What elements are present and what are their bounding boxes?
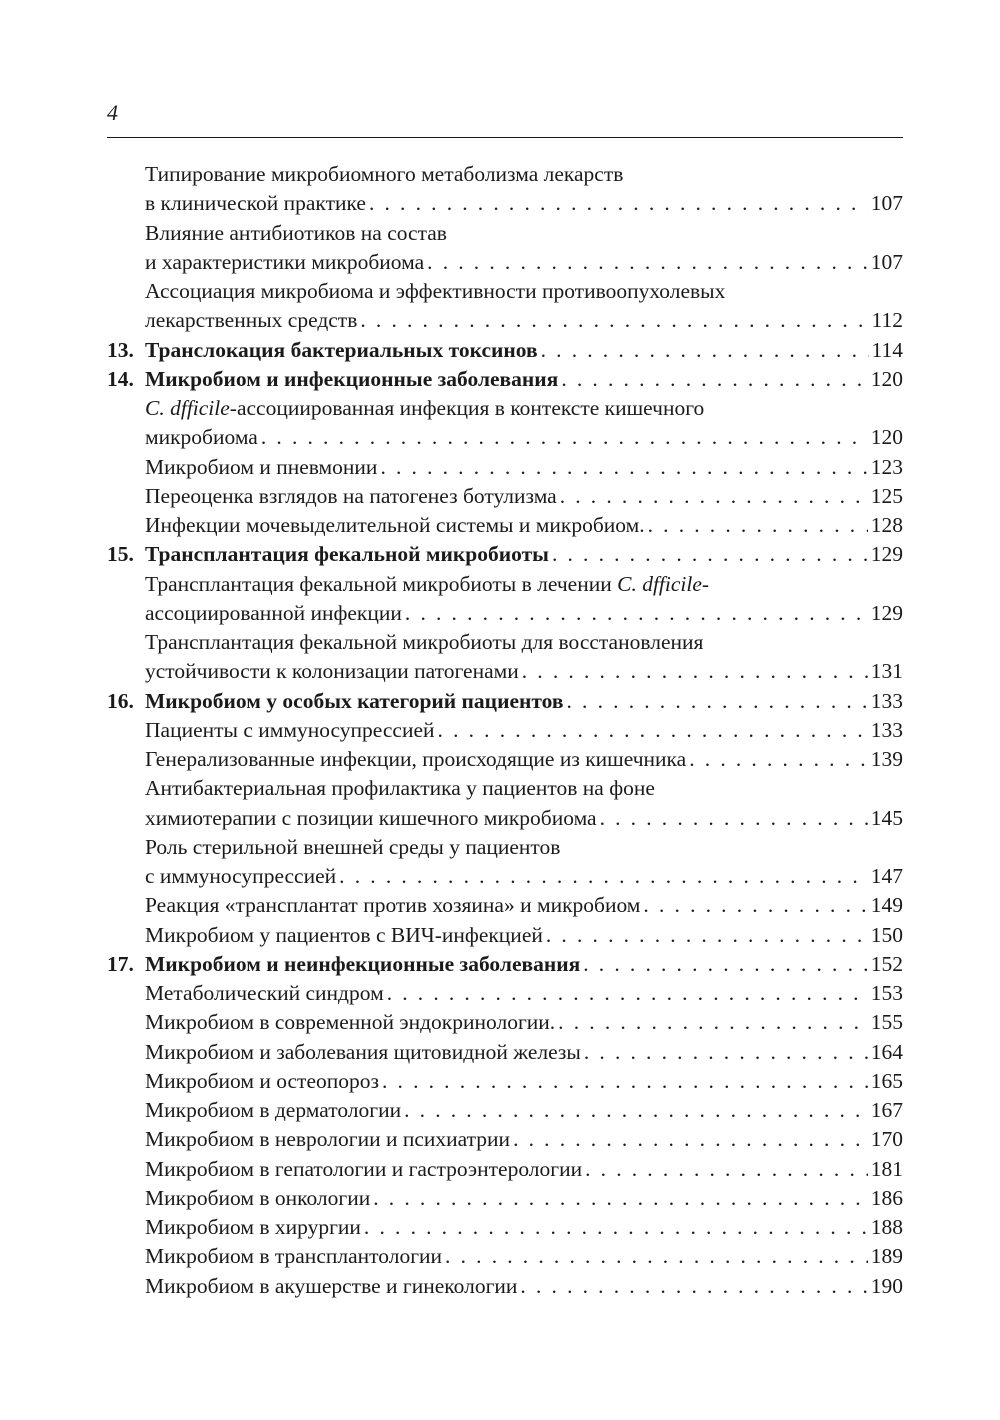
toc-entry-title: микробиома (145, 425, 258, 450)
dot-leader (438, 716, 868, 745)
toc-entry-title: Метаболический синдром (145, 981, 384, 1005)
toc-entry[interactable] (107, 1184, 903, 1213)
toc-entry[interactable] (107, 219, 903, 248)
dot-leader (541, 336, 869, 365)
toc-entry[interactable] (107, 1242, 903, 1271)
dot-leader (382, 1067, 868, 1096)
toc-entry-title: Микробиом в трансплантологии (145, 1244, 443, 1269)
header-rule (107, 137, 903, 138)
dot-leader (380, 453, 867, 482)
toc-entry-title: Микробиом в гепатологии и гастроэнтерологии (145, 1156, 583, 1181)
toc-entry-title (145, 570, 709, 599)
toc-entry[interactable] (107, 891, 903, 920)
toc-entry-title: Инфекции мочевыделительной системы и микробиом. (145, 513, 645, 537)
toc-entry[interactable] (107, 570, 903, 599)
toc-page-number: 129 (870, 600, 903, 625)
toc-entry-title: Микробиом в онкологии (145, 1185, 371, 1210)
toc-chapter-13[interactable] (107, 336, 903, 365)
toc-page-number: 107 (870, 191, 903, 216)
species-name: C. dfficile (145, 396, 230, 420)
toc-page-number: 125 (870, 483, 903, 508)
toc-entry-title: Роль стерильной внешней среды у пациентов (145, 834, 561, 859)
chapter-title: Микробиом и инфекционные заболевания (145, 366, 559, 391)
toc-entry-title: Микробиом в хирургии (145, 1215, 361, 1239)
dot-leader (261, 423, 868, 452)
hyphen: - (701, 571, 710, 596)
toc-page-number: 181 (870, 1156, 903, 1181)
toc-entry-title: Микробиом и пневмонии (145, 454, 378, 479)
toc-page-number: 189 (870, 1244, 903, 1269)
toc-entry[interactable] (107, 745, 903, 774)
toc-entry[interactable] (107, 511, 903, 540)
toc-entry[interactable] (107, 628, 903, 657)
toc-entry[interactable] (107, 394, 903, 423)
toc-page-number: 147 (870, 864, 903, 888)
dot-leader (445, 1242, 868, 1271)
page-number: 4 (107, 100, 118, 125)
toc-page-number: 139 (870, 747, 903, 771)
chapter-title: Микробиом у особых категорий пациентов (145, 688, 564, 713)
toc-chapter-16[interactable] (107, 687, 903, 716)
toc-entry[interactable] (107, 599, 903, 628)
toc-entry[interactable] (107, 1008, 903, 1037)
toc-entry[interactable] (107, 453, 903, 482)
chapter-number: 14. (107, 366, 134, 391)
toc-page-number: 128 (870, 513, 903, 537)
toc-page-number: 164 (870, 1039, 903, 1064)
toc-entry-title: Микробиом в акушерстве и гинекологии (145, 1273, 518, 1298)
dot-leader (364, 1213, 868, 1242)
toc-entry[interactable] (107, 979, 903, 1008)
toc-entry-title: с иммуносупрессией (145, 864, 337, 888)
toc-page-number: 133 (870, 688, 903, 713)
toc-entry-title: Трансплантация фекальной микробиоты для восстановления (145, 630, 704, 654)
toc-page-number: 186 (870, 1185, 903, 1210)
toc-entry-title: Микробиом и остеопороз (145, 1068, 379, 1093)
chapter-title: Микробиом и неинфекционные заболевания (145, 951, 581, 976)
toc-entry[interactable] (107, 482, 903, 511)
species-name: C. dfficile (617, 571, 702, 596)
toc-page-number: 188 (870, 1215, 903, 1239)
chapter-number: 16. (107, 688, 134, 713)
toc-entry[interactable] (107, 716, 903, 745)
toc-page-number: 167 (870, 1098, 903, 1122)
dot-leader (373, 1184, 868, 1213)
toc-entry[interactable] (107, 1213, 903, 1242)
toc-page-number: 165 (870, 1068, 903, 1093)
dot-leader (522, 657, 868, 686)
chapter-number: 13. (107, 337, 134, 362)
toc-entry[interactable] (107, 423, 903, 452)
dot-leader (360, 306, 868, 335)
toc-entry-title-rest: -ассоциированная инфекция в контексте кишечного (229, 396, 705, 420)
toc-entry-title: ассоциированной инфекции (145, 600, 402, 625)
toc-entry-title-start: Трансплантация фекальной микробиоты в лечении (145, 571, 618, 596)
toc-entry-title: Микробиом и заболевания щитовидной железы (145, 1039, 581, 1064)
dot-leader (552, 540, 868, 569)
toc-page-number: 170 (870, 1127, 903, 1152)
toc-entry-title: Микробиом у пациентов с ВИЧ-инфекцией (145, 922, 543, 947)
toc-entry[interactable] (107, 1125, 903, 1154)
toc-entry-title: в клинической практике (145, 191, 366, 216)
dot-leader (546, 921, 868, 950)
toc-page-number: 123 (870, 454, 903, 479)
table-of-contents (107, 160, 903, 1301)
toc-entry-title: устойчивости к колонизации патогенами (145, 659, 519, 684)
toc-entry[interactable] (107, 306, 903, 335)
toc-page-number: 152 (870, 951, 903, 976)
toc-page-number: 149 (870, 893, 903, 918)
chapter-number: 17. (107, 951, 134, 976)
toc-entry[interactable] (107, 804, 903, 833)
toc-entry-title: лекарственных средств (145, 308, 358, 333)
toc-page-number: 107 (870, 249, 903, 274)
chapter-title: Транслокация бактериальных токсинов (145, 337, 538, 362)
toc-entry-title: Типирование микробиомного метаболизма лекарств (145, 162, 624, 186)
toc-chapter-15[interactable] (107, 540, 903, 569)
toc-entry-title: Ассоциация микробиома и эффективности противоопухолевых (145, 279, 726, 303)
toc-entry-title: Микробиом в современной эндокринологии. (145, 1010, 556, 1035)
toc-entry[interactable] (107, 862, 903, 891)
dot-leader (405, 599, 868, 628)
toc-page-number: 145 (870, 805, 903, 830)
toc-page-number: 150 (870, 922, 903, 947)
toc-entry-title: Антибактериальная профилактика у пациентов на фоне (145, 776, 655, 801)
toc-page-number: 155 (870, 1010, 903, 1035)
toc-entry[interactable] (107, 1272, 903, 1301)
toc-page-number: 112 (871, 308, 903, 333)
toc-entry[interactable] (107, 160, 903, 189)
dot-leader (643, 891, 867, 920)
toc-entry-title: Микробиом в неврологии и психиатрии (145, 1127, 511, 1152)
dot-leader (404, 1096, 868, 1125)
toc-entry[interactable] (107, 1038, 903, 1067)
toc-entry-title (145, 394, 704, 423)
dot-leader (387, 979, 868, 1008)
dot-leader (583, 950, 868, 979)
chapter-title: Трансплантация фекальной микробиоты (145, 542, 549, 567)
toc-entry-title: Генерализованные инфекции, происходящие из кишечника (145, 747, 687, 771)
dot-leader (689, 745, 868, 774)
toc-entry[interactable] (107, 833, 903, 862)
dot-leader (513, 1125, 868, 1154)
dot-leader (567, 687, 868, 716)
chapter-number: 15. (107, 542, 134, 567)
toc-page-number: 120 (870, 425, 903, 450)
toc-chapter-14[interactable] (107, 365, 903, 394)
toc-page-number: 129 (870, 542, 903, 567)
toc-entry-title: Пациенты с иммуносупрессией (145, 717, 435, 742)
toc-entry[interactable] (107, 1155, 903, 1184)
toc-page-number: 131 (870, 659, 903, 684)
toc-entry[interactable] (107, 1067, 903, 1096)
toc-page-number: 153 (870, 981, 903, 1005)
toc-entry[interactable] (107, 774, 903, 803)
toc-page-number: 120 (870, 366, 903, 391)
toc-entry[interactable] (107, 921, 903, 950)
toc-entry[interactable] (107, 189, 903, 218)
toc-entry[interactable] (107, 1096, 903, 1125)
toc-entry-title: Микробиом в дерматологии (145, 1098, 402, 1122)
toc-page-number: 190 (870, 1273, 903, 1298)
dot-leader (561, 365, 867, 394)
dot-leader (600, 804, 868, 833)
toc-page-number: 133 (870, 717, 903, 742)
dot-leader (427, 248, 868, 277)
toc-entry[interactable] (107, 657, 903, 686)
toc-entry-title: химиотерапии с позиции кишечного микробиома (145, 805, 597, 830)
toc-chapter-17[interactable] (107, 950, 903, 979)
toc-entry-title: Реакция «трансплантат против хозяина» и микробиом (145, 893, 641, 918)
dot-leader (648, 511, 868, 540)
toc-page-number: 114 (871, 337, 903, 362)
dot-leader (339, 862, 868, 891)
dot-leader (369, 189, 868, 218)
toc-entry[interactable] (107, 277, 903, 306)
toc-entry-title: и характеристики микробиома (145, 249, 425, 274)
dot-leader (585, 1155, 868, 1184)
toc-entry-title: Влияние антибиотиков на состав (145, 220, 447, 245)
dot-leader (520, 1272, 867, 1301)
toc-entry[interactable] (107, 248, 903, 277)
toc-entry-title: Переоценка взглядов на патогенез ботулизма (145, 483, 557, 508)
dot-leader (558, 1008, 868, 1037)
dot-leader (584, 1038, 868, 1067)
dot-leader (560, 482, 868, 511)
